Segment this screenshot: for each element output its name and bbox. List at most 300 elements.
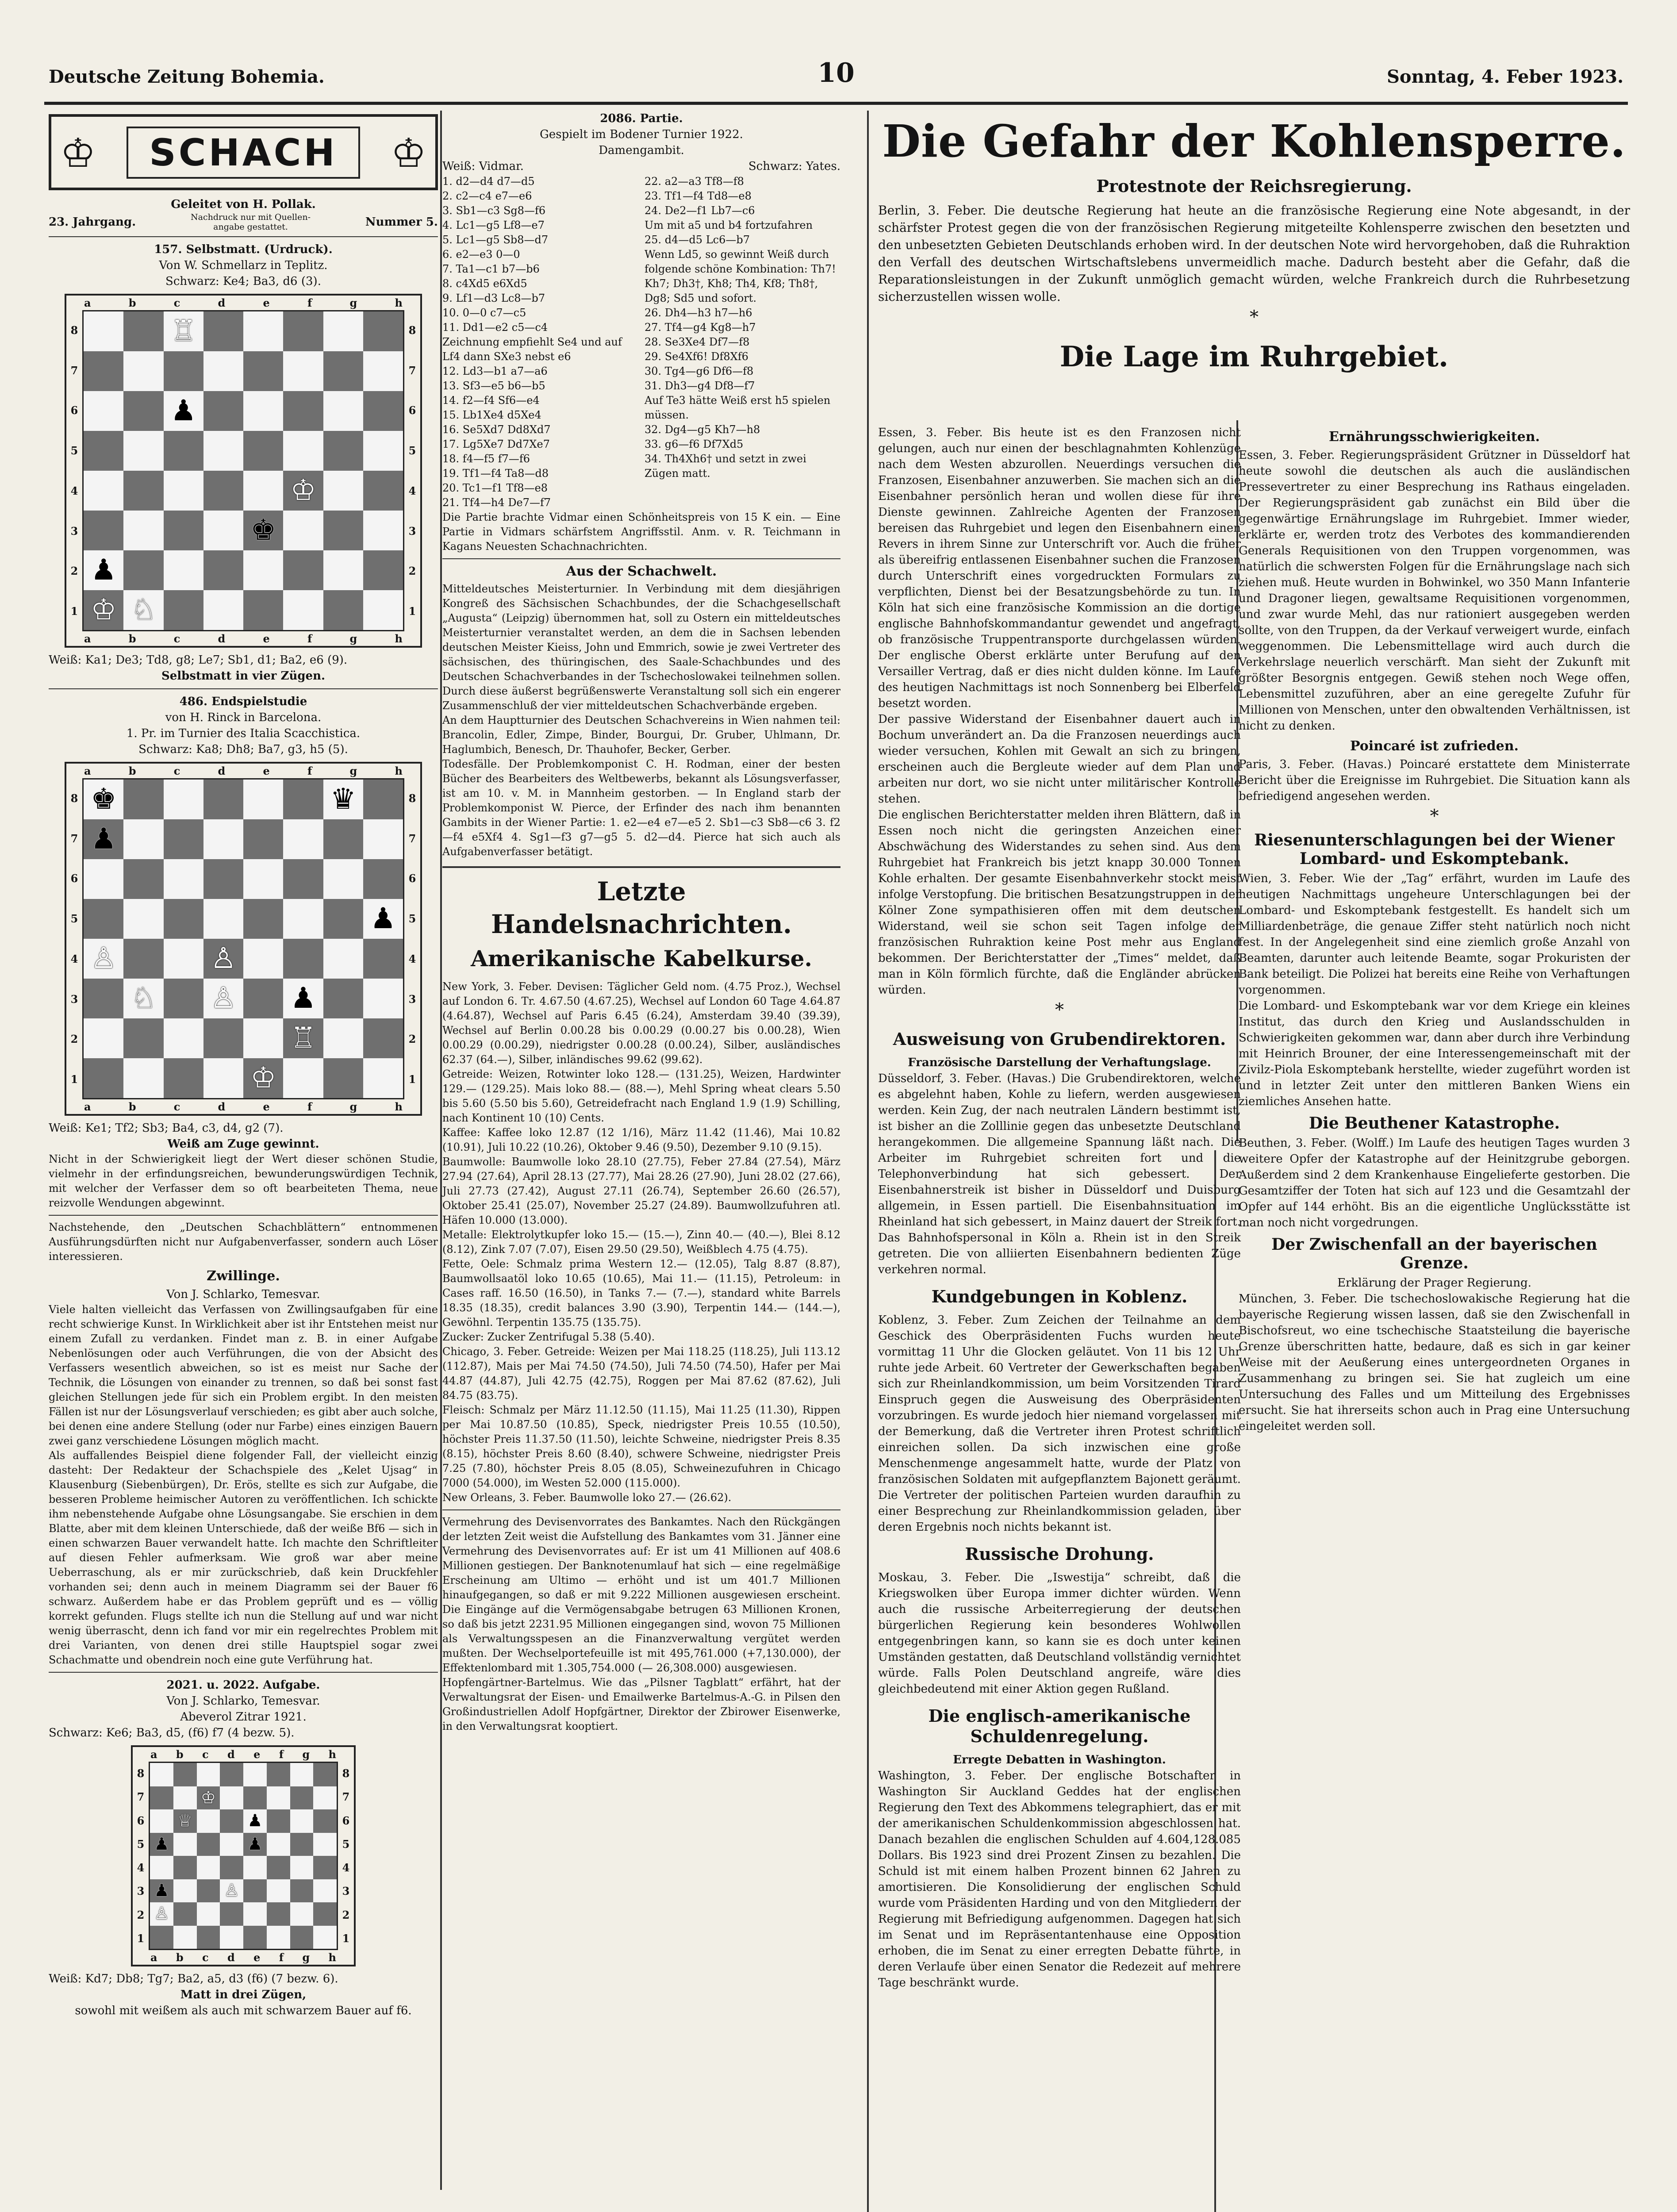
board-square (123, 1058, 163, 1098)
board-square (363, 550, 403, 590)
black-player: Schwarz: Yates. (748, 160, 840, 173)
white-player: Weiß: Vidmar. (442, 160, 524, 173)
board-square (203, 1018, 243, 1058)
ruhr-left-column (878, 425, 1241, 1991)
issue-date: Sonntag, 4. Feber 1923. (1387, 66, 1623, 87)
russ-body: Moskau, 3. Feber. Die „Iswestija“ schreibt, daß die Kriegswolken über Europa immer dichter würden. Wenn auch die russische Arbeiterregierung der deutschen bürgerlichen Regierung kein besonderes Wohlwollen entgegenbringen kann, so kann sie es doch unter keinen Umständen gestatten, daß Deutschland vollständig vernichtet würde. Falls Polen Deutschland angreife, wäre dies gleichbedeutend mit einer Aktion gegen Rußland. (878, 1571, 1241, 1696)
file-label: f (307, 632, 312, 645)
rank-label: 8 (408, 323, 416, 337)
file-label: h (395, 764, 403, 777)
rank-label: 6 (408, 404, 416, 417)
board-square (220, 1833, 243, 1856)
rank-label: 2 (342, 1908, 350, 1921)
file-label: c (173, 1100, 180, 1113)
chess-masthead (49, 114, 438, 190)
board-square (290, 1833, 314, 1856)
section-star: * (1250, 307, 1259, 327)
board-square (203, 780, 243, 819)
game-moves (442, 174, 840, 510)
file-label: e (253, 1748, 261, 1761)
page-number: 10 (817, 58, 855, 88)
board-square (84, 351, 123, 391)
new-orleans: New Orleans, 3. Feber. Baumwolle loko 27.— (26.62). (442, 1491, 732, 1504)
board-square (220, 1786, 243, 1810)
board-square (123, 311, 163, 351)
board-square (164, 351, 203, 391)
board-square (164, 1058, 203, 1098)
board-square (123, 1018, 163, 1058)
file-label: c (173, 764, 180, 777)
board-square (267, 1879, 290, 1903)
board-square (290, 1809, 314, 1833)
board-square (323, 351, 363, 391)
board-square (243, 1786, 267, 1810)
board-square (84, 899, 123, 939)
rank-label: 4 (342, 1861, 350, 1874)
board-square (267, 1926, 290, 1949)
problem-486-black: Schwarz: Ka8; Dh8; Ba7, g3, h5 (5). (138, 743, 348, 756)
board-square (363, 311, 403, 351)
board-ranks-right (404, 778, 420, 1099)
schachwelt-title: Aus der Schachwelt. (566, 564, 717, 579)
rank-label: 7 (70, 832, 78, 845)
problem-2021-source: Abeverol Zitrar 1921. (180, 1710, 307, 1724)
board-files-bottom (66, 631, 420, 646)
board-square (283, 511, 323, 550)
board-square (197, 1786, 220, 1810)
board-square (164, 1018, 203, 1058)
poincare-body: Paris, 3. Feber. (Havas.) Poincaré erstattete dem Ministerrate Bericht über die Ereignisse im Ruhrgebiet. Die Situation kann als befriedigend angesehen werden. (1239, 758, 1630, 803)
zwillinge-author: Von J. Schlarko, Temesvar. (166, 1288, 320, 1301)
board-square (243, 351, 283, 391)
problem-486-prize: 1. Pr. im Turnier des Italia Scacchistica. (126, 727, 361, 740)
chess-piece-icon: ♖ (170, 314, 196, 348)
board-square (203, 859, 243, 899)
board-square (123, 899, 163, 939)
board-square (323, 939, 363, 979)
rank-label: 4 (70, 484, 78, 497)
poincare-title: Poincaré ist zufrieden. (1350, 738, 1519, 754)
board-square (203, 431, 243, 471)
problem-2021-author: Von J. Schlarko, Temesvar. (166, 1694, 320, 1708)
board-square (363, 511, 403, 550)
board-square (150, 1786, 173, 1810)
file-label: h (328, 1748, 336, 1761)
rank-label: 7 (137, 1790, 145, 1804)
ny-getreide: Getreide: Weizen, Rotwinter loko 128.— (131.25), Weizen, Hardwinter 129.— (129.25). Mais loko 88.— (88.—), Mehl Spring wheat clears 5.50 bis 5.60 (5.50 bis 5.60), Getreidefracht nach England 1.9 (1.9) Schilling, nach Kontinent 10 (10) Cents. (442, 1068, 840, 1124)
chess-piece-icon: ♟ (170, 394, 196, 427)
board-square (164, 590, 203, 630)
rank-label: 7 (342, 1790, 350, 1804)
rank-label: 7 (408, 832, 416, 845)
chess-piece-icon: ♔ (200, 1787, 216, 1807)
rank-label: 3 (70, 992, 78, 1006)
board-square (283, 899, 323, 939)
board-files-top (133, 1747, 354, 1762)
board-square (283, 311, 323, 351)
file-label: a (84, 764, 91, 777)
column-rule (867, 111, 869, 2212)
board-square (150, 1879, 173, 1903)
board-square (84, 471, 123, 511)
board-square (283, 351, 323, 391)
ruhr-right-column (1239, 425, 1630, 1434)
board-square (164, 431, 203, 471)
ny-kaffee: Kaffee: Kaffee loko 12.87 (12 1/16), März 11.42 (11.46), Mai 10.82 (10.91), Juli 10.22 (10.26), Oktober 9.46 (9.50), Dezember 9.10 (9.15). (442, 1126, 840, 1153)
board-square (243, 590, 283, 630)
newyork-devisen: New York, 3. Feber. Devisen: Täglicher Geld nom. (4.75 Proz.), Wechsel auf London 6. Tr. 4.67.50 (4.67.25), Wechsel auf London 60 Tage 4.64.87 (4.64.87), Wechsel auf Paris 6.45 (6.24), Amsterdam 39.40 (39.39), Wechsel auf Berlin 0.00.28 bis 0.00.29 (0.00.27 bis 0.00.28), Wien 0.00.29 (0.00.29), niedrigster 0.00.28 (0.00.24), Silber, ausländisches 62.37 (64.—), Silber, inländisches 99.62 (99.62). (442, 980, 840, 1066)
board-square (123, 590, 163, 630)
game-players (442, 158, 840, 174)
board-square (313, 1833, 337, 1856)
board-square (243, 1763, 267, 1786)
file-label: e (263, 296, 270, 309)
board-square (363, 819, 403, 859)
ruhr-body-1: Essen, 3. Feber. Bis heute ist es den Franzosen nicht gelungen, auch nur einen der beschlagnahmten Kohlenzüge nach dem Westen abzurollen. Neuerdings versuchen die Franzosen, Eisenbahner anzuwerben. Sie machen sich an die Eisenbahner persönlich heran und wollen diese für ihre Dienste gewinnen. Zahlreiche Agenten der Franzosen bereisen das Ruhrgebiet und legen den Eisenbahnern einen Revers in ihrem Sinne zur Unterschrift vor. Auch die früher als übereifrig entlassenen Eisenbahner suchen die Franzosen durch Unterschrift eines vorgedruckten Formulars zu verpflichten, Dienst bei der Besatzungsbehörde zu tun. In Köln hat sich eine französische Kommission an die dortige englische Bahnhofskommandantur gewendet und angefragt, ob französische Truppentransporte durchgelassen würden. Der englische Oberst erklärte unter Berufung auf den Versailler Vertrag, daß er dies nicht dulden könne. Im Laufe des heutigen Nachmittags ist noch Sonnenberg bei Elberfeld besetzt worden. (878, 426, 1241, 710)
problem-2021-black: Schwarz: Ke6; Ba3, d5, (f6) f7 (4 bezw. 5). (49, 1726, 295, 1740)
board-square (220, 1763, 243, 1786)
board-square (313, 1926, 337, 1949)
file-label: a (150, 1748, 157, 1761)
kohlen-body: Berlin, 3. Feber. Die deutsche Regierung hat heute an die französische Regierung eine Note abgesandt, in der schärfster Protest gegen die von der französischen Regierung mitgeteilte Kohlensperre zwischen den besetzten und den unbesetzten Gebieten Deutschlands erhoben wird. In der deutschen Note wird hervorgehoben, daß die Ruhraktion den Verfall des deutschen Wirtschaftslebens unvermeidlich mache. Dadurch besteht aber die Gefahr, daß die Reparationsleistungen in der Zukunft unmöglich gemacht würden, welche Frankreich durch die Ruhrbesetzung sicherzustellen wissen wolle. (878, 203, 1630, 304)
board-square (323, 899, 363, 939)
board-square (283, 590, 323, 630)
board-square (323, 780, 363, 819)
file-label: g (349, 764, 357, 777)
file-label: b (176, 1748, 184, 1761)
ruhr-body-3: Die englischen Berichterstatter melden ihren Blättern, daß in Essen noch nicht die geringsten Anzeichen einer Abschwächung des Widerstandes zu sehen sind. Aus dem Ruhrgebiet hat Frankreich bis jetzt knapp 30.000 Tonnen Kohle erhalten. Der gesamte Eisenbahnverkehr stockt meist infolge Verstopfung. Die britischen Besatzungstruppen in der Kölner Zone sympathisieren offen mit dem deutschen Widerstand, weil sie schon seit Tagen infolge der französischen Ruhraktion keine Post mehr aus England bekommen. Der Berichterstatter der „Times“ meldet, daß man in Köln förmlich fürchte, daß die Engländer abrücken würden. (878, 808, 1241, 997)
chicago-rates: Chicago, 3. Feber. Getreide: Weizen per Mai 118.25 (118.25), Juli 113.12 (112.87), Mais per Mai 74.50 (74.50), Juli 74.50 (74.50), Hafer per Mai 44.87 (44.87), Juli 42.75 (42.75), Roggen per Mai 87.62 (87.62), Juli 84.75 (83.75). (442, 1345, 840, 1402)
board-square (84, 550, 123, 590)
problem-486-note: Nicht in der Schwierigkeit liegt der Wert dieser schönen Studie, vielmehr in der erfindungsreichen, bewunderungswürdigen Technik, mit welcher der Verfasser dem so oft bearbeiteten Thema, neue reizvolle Wendungen abgewinnt. (49, 1153, 438, 1209)
trade-news-title: Letzte Handelsnachrichten. (491, 876, 792, 939)
rank-label: 3 (408, 524, 416, 538)
problem-157-author: Von W. Schmellarz in Teplitz. (159, 259, 328, 272)
board-square (283, 431, 323, 471)
chess-game-and-trade-column (442, 111, 840, 1734)
rank-label: 2 (137, 1908, 145, 1921)
rank-label: 8 (137, 1767, 145, 1780)
board-square (203, 939, 243, 979)
file-label: c (173, 296, 180, 309)
board-square (267, 1856, 290, 1879)
rank-label: 1 (408, 605, 416, 618)
problem-157-white: Weiß: Ka1; De3; Td8, g8; Le7; Sb1, d1; Ba2, e6 (9). (49, 653, 348, 667)
zwillinge-body-2: Als auffallendes Beispiel diene folgender Fall, der vielleicht einzig dasteht: Der Redakteur der Schachspiele des „Kelet Ujsag“ in Klausenburg (Siebenbürgen), Dr. Erös, stellte es sich zur Aufgabe, die besseren Probleme heimischer Autoren zu veröffentlichen. Ich schickte ihm nebenstehende Aufgabe ohne Lösungsangabe. Sie erschien in dem Blatte, aber mit dem kleinen Unterschiede, daß der weiße Bf6 — sich in einen schwarzen Bauer verwandelt hatte. Ich machte den Schriftleiter auf diesen Fehler aufmerksam. Wie groß war aber meine Ueberraschung, als er mir zurückschrieb, daß kein Druckfehler vorhanden sei; denn auch in meinem Diagramm sei der Bauer f6 schwarz. Außerdem habe er das Problem geprüft und es — völlig korrekt gefunden. Flugs stellte ich nun die Stellung auf und war nicht wenig überrascht, denn ich fand vor mir ein regelrechtes Problem mit drei Varianten, von denen drei stille Hauptspiel sogar zwei Schachmatte und obendrein noch eine gute Verführung hat. (49, 1449, 438, 1666)
board-square (267, 1809, 290, 1833)
board-square (313, 1902, 337, 1926)
board-square (243, 899, 283, 939)
file-label: h (395, 296, 403, 309)
schachwelt-p1: Mitteldeutsches Meisterturnier. In Verbindung mit dem diesjährigen Kongreß des Sächsischen Schachbundes, der die Schachgesellschaft „Augusta“ (Leipzig) übernommen hat, soll zu Ostern ein mitteldeutsches Meisterturnier veranstaltet werden, an dem die in Sachsen lebenden deutschen Meister Kieiss, John und Emmrich, sowie je zwei Vertreter des sächsischen, des thüringischen, des Saale-Schachbundes und des Deutschen Schachverbandes in der Tschechoslowakei teilnehmen sollen. Durch diese äußerst begrüßenswerte Veranstaltung soll sich ein engerer Zusammenschluß der vier mitteldeutschen Schachverbände ergeben. (442, 583, 840, 712)
file-label: d (227, 1951, 235, 1964)
file-label: e (263, 1100, 270, 1113)
board-square (220, 1856, 243, 1879)
board-square (323, 859, 363, 899)
rank-label: 6 (342, 1814, 350, 1827)
rank-label: 1 (70, 605, 78, 618)
file-label: b (128, 632, 136, 645)
board-square (243, 1018, 283, 1058)
board-square (203, 899, 243, 939)
board-square (290, 1926, 314, 1949)
board-files-top (66, 296, 420, 310)
rank-label: 3 (342, 1885, 350, 1898)
file-label: a (150, 1951, 157, 1964)
board-square (243, 1902, 267, 1926)
board-square (243, 550, 283, 590)
ruhr-body-2: Der passive Widerstand der Eisenbahner dauert auch in Bochum unverändert an. Da die Franzosen neuerdings auch wieder versuchen, Kohlen mit Gewalt an sich zu bringen, erscheinen auch die Bergleute wieder auf dem Plan und arbeiten nur dort, wo sie nicht unter militärischer Kontrolle stehen. (878, 713, 1241, 806)
board-square (203, 351, 243, 391)
rank-label: 1 (70, 1073, 78, 1086)
rank-label: 5 (408, 444, 416, 457)
chess-editor: Geleitet von H. Pollak. (171, 198, 316, 211)
board-square (164, 511, 203, 550)
chess-piece-icon: ♛ (330, 782, 356, 816)
board-square (283, 979, 323, 1018)
devisen-vorrat: Vermehrung des Devisenvorrates des Bankamtes. Nach den Rückgängen der letzten Zeit weist die Aufstellung des Bankamtes vom 31. Jänner eine Vermehrung des Devisenvorrates auf: Er ist um 41 Millionen auf 408.6 Millionen gestiegen. Der Banknotenumlauf hat sich — eine regelmäßige Erscheinung am Ultimo — erhöht und ist um 401.7 Millionen hinaufgegangen, so daß er mit 9.222 Millionen ausgewiesen erscheint. Die Eingänge auf die Vermögensabgabe betrugen 63 Millionen Kronen, so daß bis jetzt 2231.95 Millionen eingegangen sind, wovon 75 Millionen als Verwaltungsspesen an die Finanzverwaltung vergütet werden mußten. Der Wechselportefeuille ist mit 495,761.000 (+7,130.000), der Effektenlombard mit 1.305,754.000 (— 26,308.000) ausgewiesen. (442, 1516, 840, 1674)
rank-label: 6 (408, 872, 416, 885)
chess-piece-icon: ♚ (250, 513, 276, 547)
cable-rates-title: Amerikanische Kabelkurse. (471, 945, 812, 972)
board-square (243, 471, 283, 511)
board-square (164, 780, 203, 819)
koblenz-body: Koblenz, 3. Feber. Zum Zeichen der Teilnahme an dem Geschick des Oberpräsidenten Fuchs wurden heute vormittag 11 Uhr die Glocken geläutet. Von 11 bis 12 Uhr ruhte jede Arbeit. 60 Vertreter der Gewerkschaften begaben sich zur Rheinlandkommission, um beim Vorsitzenden Tirard Einspruch gegen die Ausweisung des Oberpräsidenten vorzubringen. Es wurde jedoch hier niemand vorgelassen mit der Bemerkung, daß die Vertreter ihren Protest schriftlich einreichen sollen. Da sich inzwischen eine große Menschenmenge angesammelt hatte, wurde der Platz von französischen Soldaten mit aufgepflanztem Bajonett geräumt. Die Vertreter der politischen Parteien wurden daraufhin zu einer Besprechung zur Rheinlandkommission geladen, über deren Ergebnis noch nichts bekannt ist. (878, 1313, 1241, 1534)
board-square (164, 311, 203, 351)
board-square (363, 391, 403, 431)
board-square (123, 979, 163, 1018)
board-square (243, 859, 283, 899)
board-square (173, 1902, 197, 1926)
rank-label: 4 (137, 1861, 145, 1874)
file-label: d (218, 1100, 226, 1113)
hopfgaertner-news: Hopfengärtner-Bartelmus. Wie das „Pilsner Tagblatt“ erfährt, hat der Verwaltungsrat der Eisen- und Emailwerke Bartelmus-A.-G. in Pilsen den Großindustriellen Adolf Hopfgärtner, Direktor der Zbirower Eisenwerke, in den Verwaltungsrat kooptiert. (442, 1676, 840, 1732)
board-square (267, 1786, 290, 1810)
board-square (290, 1786, 314, 1810)
board-square (283, 859, 323, 899)
board-ranks-right (404, 310, 420, 631)
koblenz-title: Kundgebungen in Koblenz. (931, 1286, 1188, 1306)
board-square (363, 899, 403, 939)
zwillinge-title: Zwillinge. (207, 1268, 280, 1284)
board-square (84, 431, 123, 471)
zwillinge-body: Viele halten vielleicht das Verfassen von Zwillingsaufgaben für eine recht schwierige Kunst. In Wirklichkeit aber ist ihr Entstehen meist nur einem Zufall zu verdanken. Findet man z. B. in einer Aufgabe Nebenlösungen oder auch Verführungen, die von der Absicht des Verfassers wesentlich abweichen, so ist es meist nur Sache der Technik, die Lösungen von einander zu trennen, so daß bei sonst fast gleichen Stellungen jede für sich ein Problem ergibt. In den meisten Fällen ist nur der Lösungsverlauf verschieden; es gibt aber auch solche, bei denen eine andere Stellung (oder nur Farbe) eines einzigen Bauern zwei ganz verschiedene Lösungen möglich macht. (49, 1303, 438, 1447)
file-label: f (307, 764, 312, 777)
chess-piece-icon: ♟ (247, 1811, 263, 1831)
board-square (203, 311, 243, 351)
rank-label: 8 (408, 791, 416, 805)
chess-piece-icon: ♙ (154, 1904, 169, 1924)
file-label: b (176, 1951, 184, 1964)
problem-157-goal: Selbstmatt in vier Zügen. (161, 669, 326, 683)
board-square (84, 780, 123, 819)
problem-486-goal: Weiß am Zuge gewinnt. (167, 1137, 319, 1151)
board-square (323, 590, 363, 630)
board-square (150, 1763, 173, 1786)
board-square (313, 1879, 337, 1903)
kohlen-article (878, 111, 1630, 380)
board-square (123, 391, 163, 431)
rank-label: 8 (342, 1767, 350, 1780)
board-square (150, 1833, 173, 1856)
file-label: a (84, 1100, 91, 1113)
board-square (290, 1879, 314, 1903)
board-square (267, 1902, 290, 1926)
board-square (164, 859, 203, 899)
board-square (173, 1809, 197, 1833)
zwillinge-intro: Nachstehende, den „Deutschen Schachblättern“ entnommenen Ausführungsdürften nicht nur Aufgabenverfasser, sondern auch Löser interessieren. (49, 1221, 438, 1263)
ny-zucker: Zucker: Zucker Zentrifugal 5.38 (5.40). (442, 1331, 655, 1343)
board-square (123, 780, 163, 819)
board-square (123, 431, 163, 471)
board-square (173, 1833, 197, 1856)
file-label: e (253, 1951, 261, 1964)
russ-title: Russische Drohung. (965, 1544, 1154, 1564)
board-square (323, 1058, 363, 1098)
board-square (243, 511, 283, 550)
problem-2021-goal: Matt in drei Zügen, (180, 1988, 307, 2001)
chess-piece-icon: ♖ (290, 1021, 316, 1055)
board-square (123, 859, 163, 899)
file-label: g (302, 1951, 310, 1964)
file-label: g (302, 1748, 310, 1761)
board-square (173, 1786, 197, 1810)
gruben-body: Düsseldorf, 3. Feber. (Havas.) Die Grubendirektoren, welche es abgelehnt haben, Kohle zu liefern, werden ausgewiesen werden. Kein Zug, der nach neutralen Ländern bestimmt ist, ist bisher an die Zolllinie gegen das unbesetzte Deutschland herangekommen. Die allgemeine Spannung läßt nach. Die Arbeiter im Ruhrgebiet schreiten fort und die Telephonverbindung hat sich gebessert. Der Eisenbahnerstreik ist bisher in Düsseldorf und Duisburg allgemein, in Essen partiell. Die Eisenbahnsituation im Rheinland hat sich gebessert, in Mainz dauert der Streik fort. Das Bahnhofspersonal in Köln a. Rhein ist in den Streik getreten. Die von alliierten Eisenbahnern bedienten Züge verkehren normal. (878, 1072, 1241, 1276)
board-square (363, 471, 403, 511)
board-files-bottom (66, 1099, 420, 1114)
board-square (363, 1018, 403, 1058)
chess-piece-icon: ♟ (154, 1880, 169, 1900)
board-square (123, 511, 163, 550)
board-square (323, 819, 363, 859)
board-files-bottom (133, 1950, 354, 1965)
file-label: f (279, 1748, 284, 1761)
board-square (243, 311, 283, 351)
board-square (123, 819, 163, 859)
board-square (203, 979, 243, 1018)
board-square (84, 819, 123, 859)
beuthen-body: Beuthen, 3. Feber. (Wolff.) Im Laufe des heutigen Tages wurden 3 weitere Opfer der Katastrophe auf der Heinitzgrube geborgen. Außerdem sind 2 dem Krankenhause Eingelieferte gestorben. Die Gesamtziffer der Toten hat sich auf 123 und die Gesamtzahl der Opfer auf 144 erhöht. Bis an die eigentliche Unglücksstätte ist man noch nicht vorgedrungen. (1239, 1137, 1630, 1229)
board-square (203, 1058, 243, 1098)
rank-label: 2 (70, 565, 78, 578)
issue-number: Nummer 5. (365, 215, 438, 229)
file-label: b (128, 764, 136, 777)
board-square (164, 979, 203, 1018)
rank-label: 4 (70, 952, 78, 965)
board-ranks-right (338, 1762, 354, 1950)
chess-piece-icon: ♙ (210, 981, 236, 1015)
file-label: e (263, 632, 270, 645)
board-square (197, 1809, 220, 1833)
chess-column (49, 111, 438, 2019)
board-square (84, 590, 123, 630)
rank-label: 7 (70, 364, 78, 377)
file-label: f (307, 296, 312, 309)
problem-157-black: Schwarz: Ke4; Ba3, d6 (3). (165, 275, 321, 288)
chess-piece-icon: ♘ (130, 981, 157, 1015)
problem-2021-heading: 2021. u. 2022. Aufgabe. (166, 1678, 320, 1692)
board-square (84, 311, 123, 351)
schulden-title: Die englisch-amerikanische Schuldenregelung. (928, 1706, 1191, 1746)
rank-label: 2 (408, 565, 416, 578)
beuthen-title: Die Beuthener Katastrophe. (1309, 1114, 1560, 1133)
file-label: a (84, 296, 91, 309)
board-square (290, 1763, 314, 1786)
board-square (283, 1018, 323, 1058)
file-label: d (218, 632, 226, 645)
board-square (220, 1902, 243, 1926)
rank-label: 3 (70, 524, 78, 538)
section-star: * (1055, 1000, 1064, 1020)
schulden-body: Washington, 3. Feber. Der englische Botschafter in Washington Sir Auckland Geddes hat der englischen Regierung den Text des Abkommens telegraphiert, das er mit der amerikanischen Schuldenkommission abgeschlossen hat. Danach bezahlen die englischen Schulden auf 4.604,128.085 Dollars. Bis 1923 sind drei Prozent Zinsen zu bezahlen. Die Schuld ist mit einem halben Prozent binnen 62 Jahren zu amortisieren. Die Konsolidierung der englischen Schuld wurde vom Präsidenten Harding und von den Mitgliedern der Regierung mit Befriedigung aufgenommen. Dagegen hat sich im Senat und im Repräsentantenhause eine Opposition erhoben, die im Senat zu einer erregten Debatte führte, in deren Verlaufe über einen Senator die Redezeit auf mehrere Tage beschränkt wurde. (878, 1769, 1241, 1989)
chess-piece-icon: ♘ (130, 593, 157, 626)
board-square (197, 1926, 220, 1949)
board-square (363, 590, 403, 630)
wiener-title: Riesenunterschlagungen bei der Wiener Lombard- und Eskomptebank. (1254, 831, 1615, 868)
chess-diagram-157 (65, 294, 422, 648)
board-square (173, 1856, 197, 1879)
board-square (363, 780, 403, 819)
board-square (313, 1786, 337, 1810)
board-square (243, 1879, 267, 1903)
ny-baumwolle: Baumwolle: Baumwolle loko 28.10 (27.75), Feber 27.84 (27.54), März 27.94 (27.64), April 28.13 (27.77), Mai 28.26 (27.90), Juni 28.02 (27.66), Juli 27.73 (27.42), August 27.11 (26.74), September 26.60 (26.57), Oktober 25.41 (25.07), November 25.27 (24.89). Baumwollzufuhren atl. Häfen 10.000 (13.000). (442, 1156, 840, 1226)
board-square (150, 1856, 173, 1879)
board-ranks-left (133, 1762, 149, 1950)
rank-label: 4 (408, 952, 416, 965)
jahrgang: 23. Jahrgang. (49, 215, 136, 229)
section-star: * (1430, 806, 1439, 826)
board-square (267, 1763, 290, 1786)
board-square (197, 1902, 220, 1926)
board-square (283, 391, 323, 431)
board-square (84, 391, 123, 431)
chess-piece-icon: ♕ (177, 1811, 193, 1831)
problem-2021-goal-2: sowohl mit weißem als auch mit schwarzem Bauer auf f6. (75, 2004, 412, 2017)
chess-issue-line (49, 212, 438, 232)
board-square (203, 471, 243, 511)
board-square (243, 1809, 267, 1833)
gruben-subtitle: Französische Darstellung der Verhaftungslage. (908, 1056, 1211, 1069)
schachwelt-p2: An dem Hauptturnier des Deutschen Schachvereins in Wien nahmen teil: Brancolin, Edler, Zimpe, Binder, Bourgui, Dr. Gruber, Uhlmann, Dr. Haglumbich, Benesch, Dr. Thauhofer, Becker, Gerber. (442, 714, 840, 756)
board-square (313, 1856, 337, 1879)
ny-metalle: Metalle: Elektrolytkupfer loko 15.— (15.—), Zinn 40.— (40.—), Blei 8.12 (8.12), Zink 7.07 (7.07), Eisen 29.50 (29.50), Weißblech 4.75 (4.75). (442, 1229, 840, 1256)
chess-piece-icon: ♟ (154, 1834, 169, 1854)
chess-piece-icon: ♟ (290, 981, 316, 1015)
board-ranks-left (66, 310, 82, 631)
board-square (283, 939, 323, 979)
board-square (150, 1926, 173, 1949)
board-square (84, 511, 123, 550)
problem-157-heading: 157. Selbstmatt. (Urdruck). (154, 243, 333, 256)
problem-486-author: von H. Rinck in Barcelona. (165, 711, 322, 724)
crown-icon: ♔ (60, 130, 96, 177)
board-square (243, 1926, 267, 1949)
kohlen-headline: Die Gefahr der Kohlensperre. (882, 115, 1626, 167)
zwischenfall-subtitle: Erklärung der Prager Regierung. (1337, 1276, 1531, 1290)
board-square (290, 1902, 314, 1926)
ernaehrung-body: Essen, 3. Feber. Regierungspräsident Grützner in Düsseldorf hat heute sowohl die deutschen als auch die ausländischen Pressevertreter zu einer Besprechung ins Rathaus eingeladen. Der Regierungspräsident gab zunächst ein Bild über die gegenwärtige Ernährungslage im Ruhrgebiet. Immer wieder, erklärte er, werden trotz des Verbotes des kommandierenden Generals Requisitionen von den Truppen vorgenommen, was natürlich die schwersten Folgen für die Ernährungslage nach sich ziehen muß. Heute wurden in Bohwinkel, wo 350 Mann Infanterie und Dragoner liegen, gewaltsame Requisitionen vorgenommen, und zwar wurde Mehl, das nur rationiert ausgegeben werden sollte, von den Truppen, da der Verkauf verweigert wurde, einfach weggenommen. Die Lebensmittellage wird auch durch die Verkehrslage neuerlich verschärft. Man sieht der Zukunft mit größter Besorgnis entgegen. Gewiß stehen noch Wege offen, Lebensmittel zuzuführen, aber an eine geregelte Zufuhr für Millionen von Menschen, unter den obwaltenden Verhältnissen, ist nicht zu denken. (1239, 449, 1630, 733)
rank-label: 5 (137, 1837, 145, 1851)
file-label: c (202, 1748, 209, 1761)
problem-2021-white: Weiß: Kd7; Db8; Tg7; Ba2, a5, d3 (f6) (7 bezw. 6). (49, 1972, 338, 1985)
header-rule (44, 102, 1628, 105)
crown-icon: ♔ (391, 130, 426, 177)
rank-label: 2 (70, 1033, 78, 1046)
board-square (173, 1879, 197, 1903)
chess-piece-icon: ♙ (224, 1880, 239, 1900)
board-square (84, 939, 123, 979)
board-square (363, 939, 403, 979)
